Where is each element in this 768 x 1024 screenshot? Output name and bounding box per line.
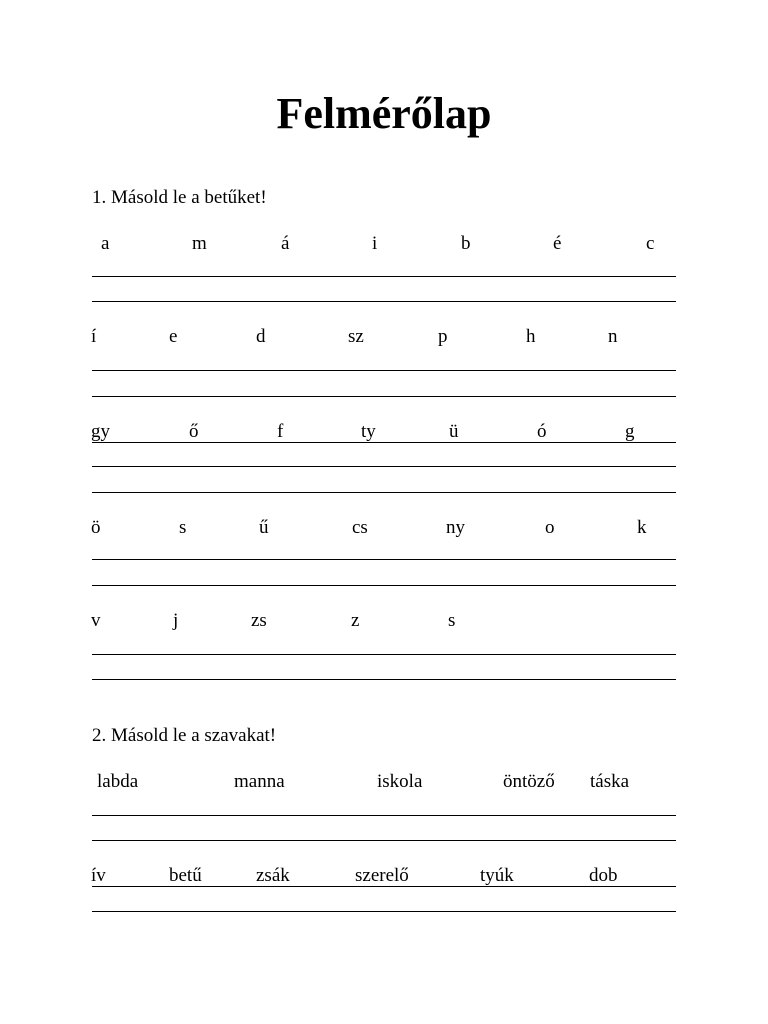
- letter: cs: [352, 517, 368, 538]
- letter: s: [179, 517, 187, 538]
- letter: k: [637, 517, 647, 538]
- word: öntöző: [503, 771, 555, 792]
- letter: h: [526, 326, 536, 347]
- section2-heading: 2. Másold le a szavakat!: [92, 725, 277, 746]
- letter: d: [256, 326, 266, 347]
- letter: o: [545, 517, 555, 538]
- letter: ty: [361, 421, 376, 442]
- letter: sz: [348, 326, 364, 347]
- word: manna: [234, 771, 285, 792]
- letter: p: [438, 326, 448, 347]
- writing-line: [92, 466, 676, 467]
- letter: é: [553, 233, 562, 254]
- letter: v: [91, 610, 101, 631]
- writing-line: [92, 911, 676, 912]
- word: szerelő: [355, 865, 409, 886]
- writing-line: [92, 886, 676, 887]
- writing-line: [92, 840, 676, 841]
- word: dob: [589, 865, 618, 886]
- writing-line: [92, 370, 676, 371]
- letter: a: [101, 233, 110, 254]
- letter: s: [448, 610, 456, 631]
- word: betű: [169, 865, 202, 886]
- letter: ny: [446, 517, 465, 538]
- letter: n: [608, 326, 618, 347]
- letter: á: [281, 233, 290, 254]
- letter: ö: [91, 517, 101, 538]
- letter: f: [277, 421, 284, 442]
- letter: gy: [91, 421, 110, 442]
- word: ív: [91, 865, 106, 886]
- letter: m: [192, 233, 207, 254]
- letter: ó: [537, 421, 547, 442]
- letter: í: [91, 326, 97, 347]
- letter: zs: [251, 610, 267, 631]
- writing-line: [92, 559, 676, 560]
- word: tyúk: [480, 865, 514, 886]
- writing-line: [92, 492, 676, 493]
- page-title: Felmérőlap: [276, 89, 492, 138]
- writing-line: [92, 301, 676, 302]
- letter: ü: [449, 421, 459, 442]
- word: labda: [97, 771, 139, 792]
- letter: g: [625, 421, 635, 442]
- word: iskola: [377, 771, 423, 792]
- letter: ű: [259, 517, 269, 538]
- word: táska: [590, 771, 630, 792]
- letter: e: [169, 326, 178, 347]
- letter: z: [351, 610, 360, 631]
- letter: j: [173, 610, 179, 631]
- section1-heading: 1. Másold le a betűket!: [92, 187, 267, 208]
- writing-line: [92, 679, 676, 680]
- letter: ő: [189, 421, 199, 442]
- letter: b: [461, 233, 471, 254]
- word: zsák: [256, 865, 290, 886]
- writing-line: [92, 442, 676, 443]
- writing-line: [92, 396, 676, 397]
- writing-line: [92, 815, 676, 816]
- letter: c: [646, 233, 655, 254]
- writing-line: [92, 654, 676, 655]
- letter: i: [372, 233, 378, 254]
- writing-line: [92, 276, 676, 277]
- writing-line: [92, 585, 676, 586]
